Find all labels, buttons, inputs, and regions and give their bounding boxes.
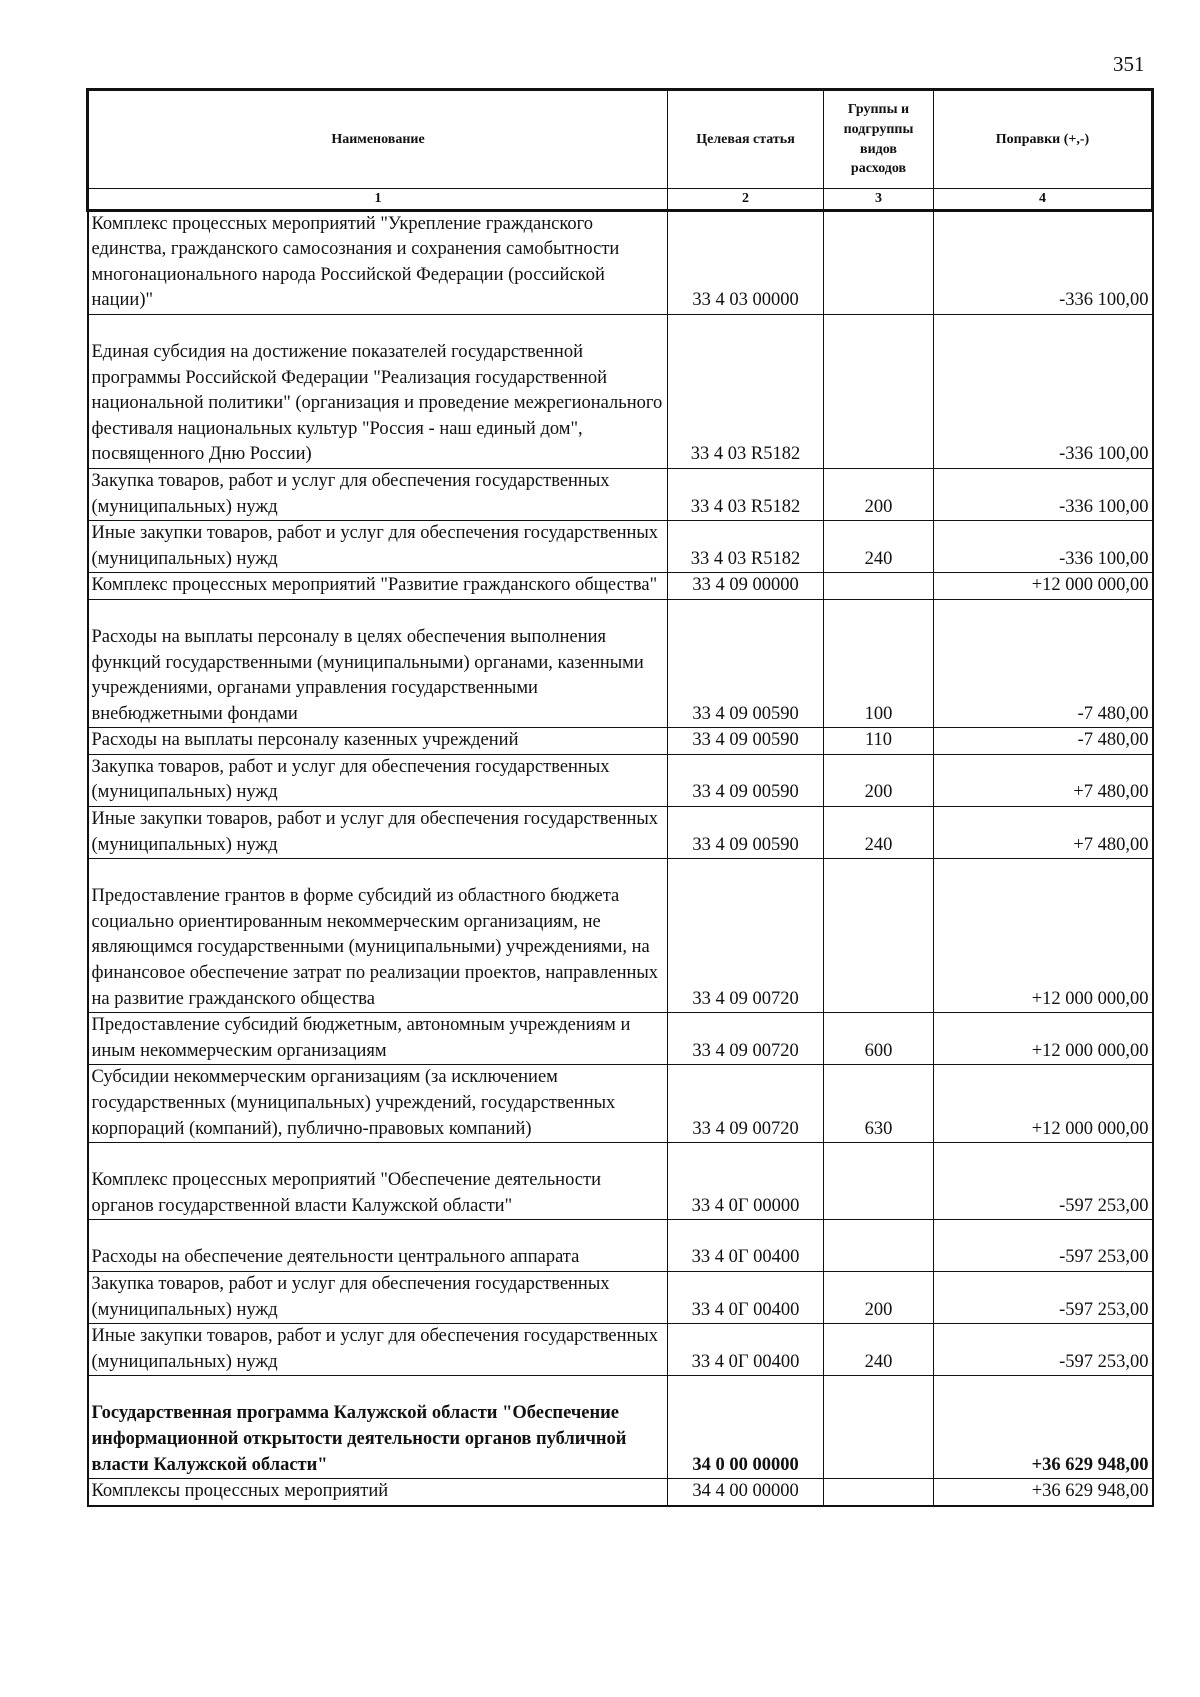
table-row: [88, 1220, 1153, 1272]
row-amendment: +36 629 948,00: [934, 1376, 1153, 1479]
row-name: Закупка товаров, работ и услуг для обеспечения государственных (муниципальных) нужд: [88, 468, 668, 520]
table-row: [88, 754, 1153, 806]
row-amendment: +36 629 948,00: [934, 1479, 1153, 1506]
row-target-article: 33 4 09 00720: [668, 859, 824, 1013]
row-name-text: Расходы на выплаты персоналу в целях обеспечения выполнения функций государственными (муниципальными) органами, казенными учреждениями, органами управления государственными внебюджетными фондами: [91, 626, 644, 724]
table-header-row: [88, 90, 1153, 189]
row-target-article: 33 4 0Г 00400: [668, 1271, 824, 1323]
row-target-article: 33 4 0Г 00000: [668, 1143, 824, 1220]
table-row: [88, 859, 1153, 1013]
row-name: Иные закупки товаров, работ и услуг для обеспечения государственных (муниципальных) нужд: [88, 1324, 668, 1376]
row-expense-group: [824, 1143, 934, 1220]
column-number-row: [88, 189, 1153, 211]
row-target-article: 33 4 09 00590: [668, 728, 824, 755]
row-name-text: Государственная программа Калужской области "Обеспечение информационной открытости деятельности органов публичной власти Калужской области": [91, 1403, 627, 1475]
row-expense-group: 200: [824, 754, 934, 806]
table-row: [88, 210, 1153, 314]
row-target-article: 34 0 00 00000: [668, 1376, 824, 1479]
row-target-article: 33 4 09 00590: [668, 754, 824, 806]
row-name: Предоставление субсидий бюджетным, автономным учреждениям и иным некоммерческим организациям: [88, 1013, 668, 1065]
table-row: [88, 1479, 1153, 1506]
page-number: 351: [1113, 52, 1145, 76]
row-name: Иные закупки товаров, работ и услуг для обеспечения государственных (муниципальных) нужд: [88, 521, 668, 573]
row-name: [88, 1376, 668, 1479]
row-expense-group: [824, 314, 934, 468]
row-expense-group: [824, 1220, 934, 1272]
row-name: Закупка товаров, работ и услуг для обеспечения государственных (муниципальных) нужд: [88, 754, 668, 806]
row-name-text: Предоставление грантов в форме субсидий из областного бюджета социально ориентированным некоммерческим организациям, не являющимся государственными (муниципальными) учреждениями, на финансовое обеспечение затрат по реализации проектов, направленных на развитие гражданского общества: [91, 886, 659, 1009]
table-row: [88, 807, 1153, 859]
header-name: Наименование: [88, 90, 668, 189]
column-number: 4: [934, 189, 1153, 211]
table-row: [88, 1065, 1153, 1143]
table-row: [88, 1013, 1153, 1065]
table-row: [88, 599, 1153, 727]
row-amendment: +12 000 000,00: [934, 1013, 1153, 1065]
row-expense-group: 200: [824, 468, 934, 520]
budget-amendments-table: [86, 88, 1154, 1507]
row-expense-group: 630: [824, 1065, 934, 1143]
row-amendment: -336 100,00: [934, 314, 1153, 468]
row-name: Иные закупки товаров, работ и услуг для обеспечения государственных (муниципальных) нужд: [88, 807, 668, 859]
column-number: 1: [88, 189, 668, 211]
header-expense-groups: Группы и подгруппы видов расходов: [824, 90, 934, 189]
row-amendment: +12 000 000,00: [934, 573, 1153, 600]
row-target-article: 33 4 0Г 00400: [668, 1220, 824, 1272]
row-expense-group: 240: [824, 807, 934, 859]
row-amendment: -336 100,00: [934, 468, 1153, 520]
row-amendment: +12 000 000,00: [934, 859, 1153, 1013]
row-amendment: -597 253,00: [934, 1143, 1153, 1220]
row-expense-group: [824, 210, 934, 314]
table-row: [88, 1271, 1153, 1323]
row-name: [88, 599, 668, 727]
row-target-article: 33 4 09 00720: [668, 1065, 824, 1143]
row-amendment: -597 253,00: [934, 1220, 1153, 1272]
row-amendment: -336 100,00: [934, 521, 1153, 573]
row-name: [88, 1220, 668, 1272]
row-name: [88, 859, 668, 1013]
table-row: [88, 468, 1153, 520]
row-name: Комплекс процессных мероприятий "Развитие гражданского общества": [88, 573, 668, 600]
row-expense-group: [824, 1376, 934, 1479]
row-expense-group: 110: [824, 728, 934, 755]
row-amendment: -7 480,00: [934, 599, 1153, 727]
row-name-text: Расходы на обеспечение деятельности центрального аппарата: [91, 1247, 580, 1268]
row-target-article: 33 4 03 00000: [668, 210, 824, 314]
row-name: [88, 1143, 668, 1220]
row-expense-group: 240: [824, 521, 934, 573]
row-expense-group: 200: [824, 1271, 934, 1323]
row-name-text: Комплекс процессных мероприятий "Обеспечение деятельности органов государственной власти Калужской области": [91, 1170, 601, 1216]
row-name: Комплексы процессных мероприятий: [88, 1479, 668, 1506]
row-amendment: +7 480,00: [934, 754, 1153, 806]
table-row: [88, 314, 1153, 468]
row-name: [88, 314, 668, 468]
row-name: Расходы на выплаты персоналу казенных учреждений: [88, 728, 668, 755]
row-amendment: +7 480,00: [934, 807, 1153, 859]
table-row: [88, 521, 1153, 573]
column-number: 3: [824, 189, 934, 211]
row-name: Закупка товаров, работ и услуг для обеспечения государственных (муниципальных) нужд: [88, 1271, 668, 1323]
table-row: [88, 1376, 1153, 1479]
table-row: [88, 728, 1153, 755]
column-number: 2: [668, 189, 824, 211]
row-target-article: 33 4 09 00590: [668, 599, 824, 727]
row-target-article: 33 4 03 R5182: [668, 468, 824, 520]
row-amendment: -597 253,00: [934, 1271, 1153, 1323]
row-target-article: 34 4 00 00000: [668, 1479, 824, 1506]
row-target-article: 33 4 03 R5182: [668, 314, 824, 468]
header-amendments: Поправки (+,-): [934, 90, 1153, 189]
row-expense-group: [824, 1479, 934, 1506]
row-target-article: 33 4 09 00590: [668, 807, 824, 859]
row-expense-group: [824, 859, 934, 1013]
row-name: Комплекс процессных мероприятий "Укрепление гражданского единства, гражданского самосознания и сохранения самобытности многонационального народа Российской Федерации (российской нации)": [88, 210, 668, 314]
row-target-article: 33 4 0Г 00400: [668, 1324, 824, 1376]
row-name-text: Единая субсидия на достижение показателей государственной программы Российской Федерации "Реализация государственной национальной политики" (организация и проведение межрегионального фестиваля национальных культур "Россия - наш единый дом", посвященного Дню России): [91, 341, 663, 465]
table-row: [88, 573, 1153, 600]
row-amendment: -597 253,00: [934, 1324, 1153, 1376]
row-target-article: 33 4 09 00720: [668, 1013, 824, 1065]
header-target-article: Целевая статья: [668, 90, 824, 189]
row-expense-group: 100: [824, 599, 934, 727]
table-row: [88, 1324, 1153, 1376]
row-target-article: 33 4 03 R5182: [668, 521, 824, 573]
row-expense-group: [824, 573, 934, 600]
table-row: [88, 1143, 1153, 1220]
row-amendment: -336 100,00: [934, 210, 1153, 314]
row-amendment: -7 480,00: [934, 728, 1153, 755]
row-name: Субсидии некоммерческим организациям (за исключением государственных (муниципальных) учреждений, государственных корпораций (компаний), публично-правовых компаний): [88, 1065, 668, 1143]
row-amendment: +12 000 000,00: [934, 1065, 1153, 1143]
row-expense-group: 240: [824, 1324, 934, 1376]
row-expense-group: 600: [824, 1013, 934, 1065]
row-target-article: 33 4 09 00000: [668, 573, 824, 600]
